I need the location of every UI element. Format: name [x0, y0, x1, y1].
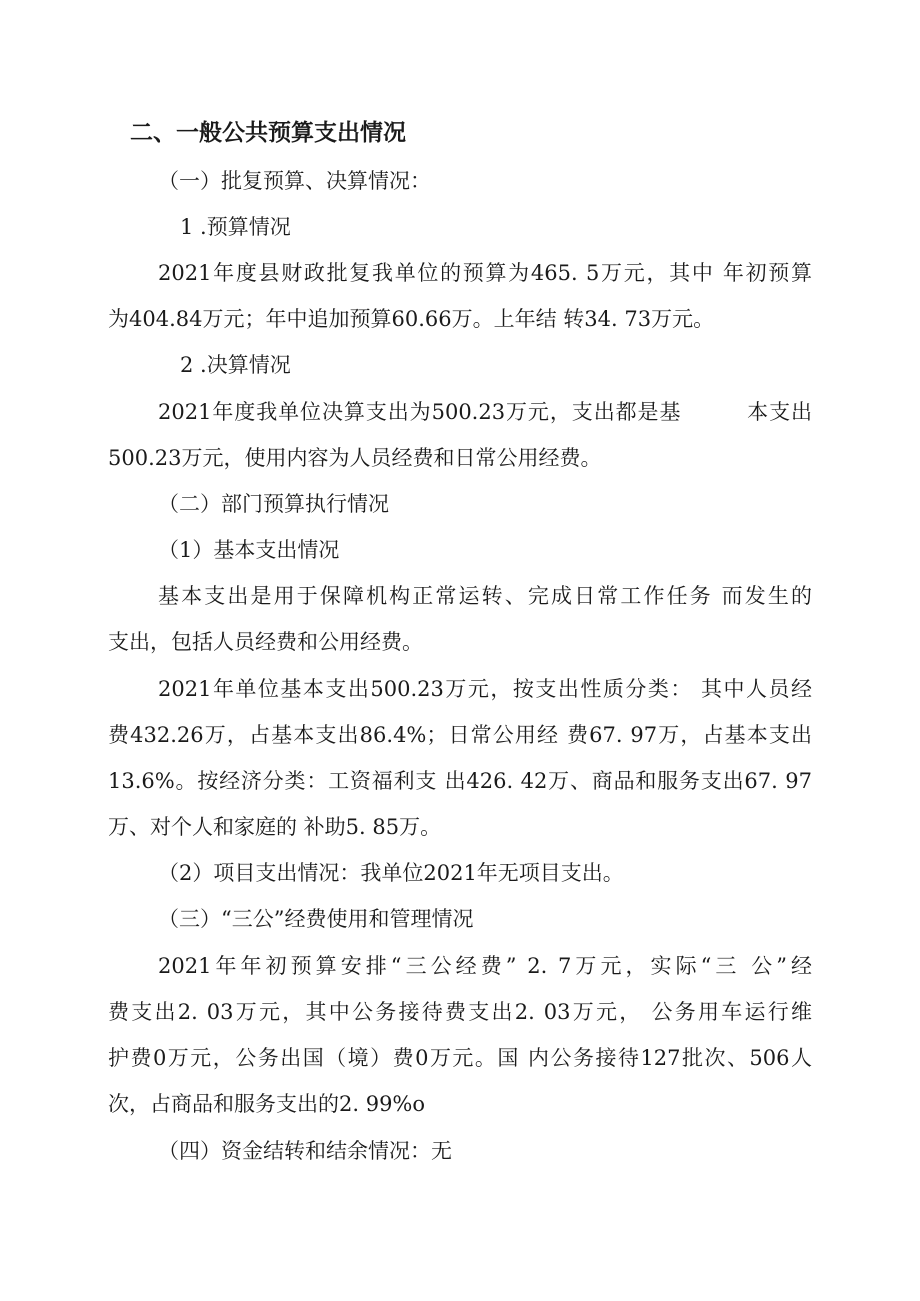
item-title: （2）项目支出情况：我单位2021年无项目支出。 [158, 861, 624, 885]
paragraph-line: 费432.26万，占基本支出86.4%；日常公用经 费67. 97万，占基本支出 [108, 723, 812, 747]
paragraph-line: 支出，包括人员经费和公用经费。 [108, 630, 423, 654]
paragraph-line: 基本支出是用于保障机构正常运转、完成日常工作任务 而发生的 [158, 584, 812, 608]
subsection-title: （四）资金结转和结余情况：无 [158, 1139, 452, 1163]
paragraph-line: 次，占商品和服务支出的2. 99%o [108, 1092, 426, 1116]
paragraph-line: 2021年年初预算安排“三公经费” 2. 7万元，实际“三 公”经 [158, 954, 812, 978]
paragraph-line: 护费0万元，公务出国（境）费0万元。国 内公务接待127批次、506人 [108, 1046, 812, 1070]
subsection-title: （一）批复预算、决算情况： [158, 169, 431, 193]
item-title: （1）基本支出情况 [158, 538, 340, 562]
section-heading: 二、一般公共预算支出情况 [130, 120, 406, 146]
item-title: 1 .预算情况 [180, 215, 291, 239]
item-title: 2 .决算情况 [180, 353, 291, 377]
paragraph-line: 13.6%。按经济分类：工资福利支 出426. 42万、商品和服务支出67. 97 [108, 769, 812, 793]
paragraph-line: 为404.84万元；年中追加预算60.66万。上年结 转34. 73万元。 [108, 307, 715, 331]
paragraph-line: 万、对个人和家庭的 补助5. 85万。 [108, 815, 442, 839]
paragraph-line: 2021年单位基本支出500.23万元，按支出性质分类： 其中人员经 [158, 677, 812, 701]
paragraph-line: 费支出2. 03万元，其中公务接待费支出2. 03万元， 公务用车运行维 [108, 1000, 812, 1024]
paragraph-line: 2021年度县财政批复我单位的预算为465. 5万元，其中 年初预算 [158, 261, 812, 285]
paragraph-line: 500.23万元，使用内容为人员经费和日常公用经费。 [108, 446, 602, 470]
subsection-title: （三）“三公”经费使用和管理情况 [158, 907, 474, 931]
paragraph-line: 2021年度我单位决算支出为500.23万元，支出都是基 本支出 [158, 400, 812, 424]
subsection-title: （二）部门预算执行情况 [158, 492, 389, 516]
